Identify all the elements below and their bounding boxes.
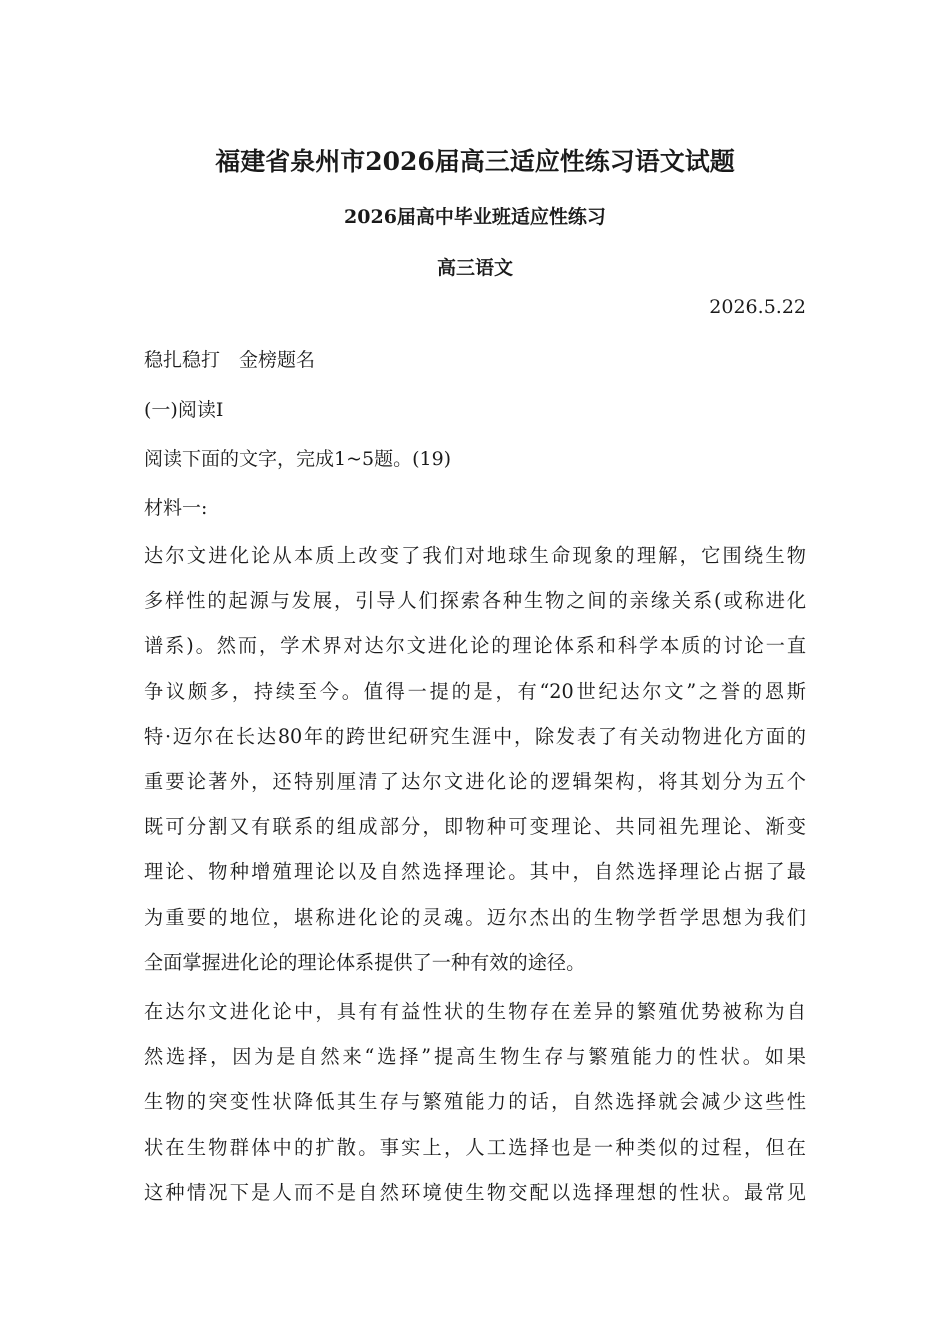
paragraph-line: 理论、物种增殖理论以及自然选择理论。其中，自然选择理论占据了最 xyxy=(144,860,806,884)
paragraph-line: 达尔文进化论从本质上改变了我们对地球生命现象的理解，它围绕生物 xyxy=(144,544,806,567)
paragraph-line: 特·迈尔在长达80年的跨世纪研究生涯中，除发表了有关动物进化方面的 xyxy=(144,724,806,748)
document-title: 福建省泉州市2026届高三适应性练习语文试题 xyxy=(215,147,735,176)
material-label: 材料一: xyxy=(144,497,208,519)
paragraph-line: 状在生物群体中的扩散。事实上，人工选择也是一种类似的过程，但在 xyxy=(144,1135,806,1159)
document-subtitle: 2026届高中毕业班适应性练习 xyxy=(344,206,606,228)
paragraph-line: 然选择，因为是自然来“选择”提高生物生存与繁殖能力的性状。如果 xyxy=(144,1045,806,1069)
paragraph-line: 为重要的地位，堪称进化论的灵魂。迈尔杰出的生物学哲学思想为我们 xyxy=(144,905,806,929)
paragraph-line: 谱系)。然而，学术界对达尔文进化论的理论体系和科学本质的讨论一直 xyxy=(144,634,806,658)
motto-line: 稳扎稳打 金榜题名 xyxy=(144,349,316,371)
paragraph-line: 既可分割又有联系的组成部分，即物种可变理论、共同祖先理论、渐变 xyxy=(144,815,806,839)
reading-instruction: 阅读下面的文字，完成1~5题。(19) xyxy=(144,448,452,470)
paragraph-line: 重要论著外，还特别厘清了达尔文进化论的逻辑架构，将其划分为五个 xyxy=(144,769,806,793)
paragraph-line: 多样性的起源与发展，引导人们探索各种生物之间的亲缘关系(或称进化 xyxy=(144,589,806,613)
paragraph-line: 生物的突变性状降低其生存与繁殖能力的话，自然选择就会减少这些性 xyxy=(144,1090,806,1114)
paragraph-1 xyxy=(144,533,806,985)
paragraph-line: 这种情况下是人而不是自然环境使生物交配以选择理想的性状。最常见 xyxy=(144,1180,806,1204)
document-date: 2026.5.22 xyxy=(709,296,806,318)
section-label: (一)阅读Ⅰ xyxy=(144,399,224,421)
paragraph-line: 争议颇多，持续至今。值得一提的是，有“20世纪达尔文”之誉的恩斯 xyxy=(144,679,806,703)
subject-heading: 高三语文 xyxy=(436,257,513,279)
paragraph-line: 在达尔文进化论中，具有有益性状的生物存在差异的繁殖优势被称为自 xyxy=(144,1000,806,1023)
paragraph-line: 全面掌握进化论的理论体系提供了一种有效的途径。 xyxy=(144,950,586,974)
paragraph-2 xyxy=(144,989,806,1215)
